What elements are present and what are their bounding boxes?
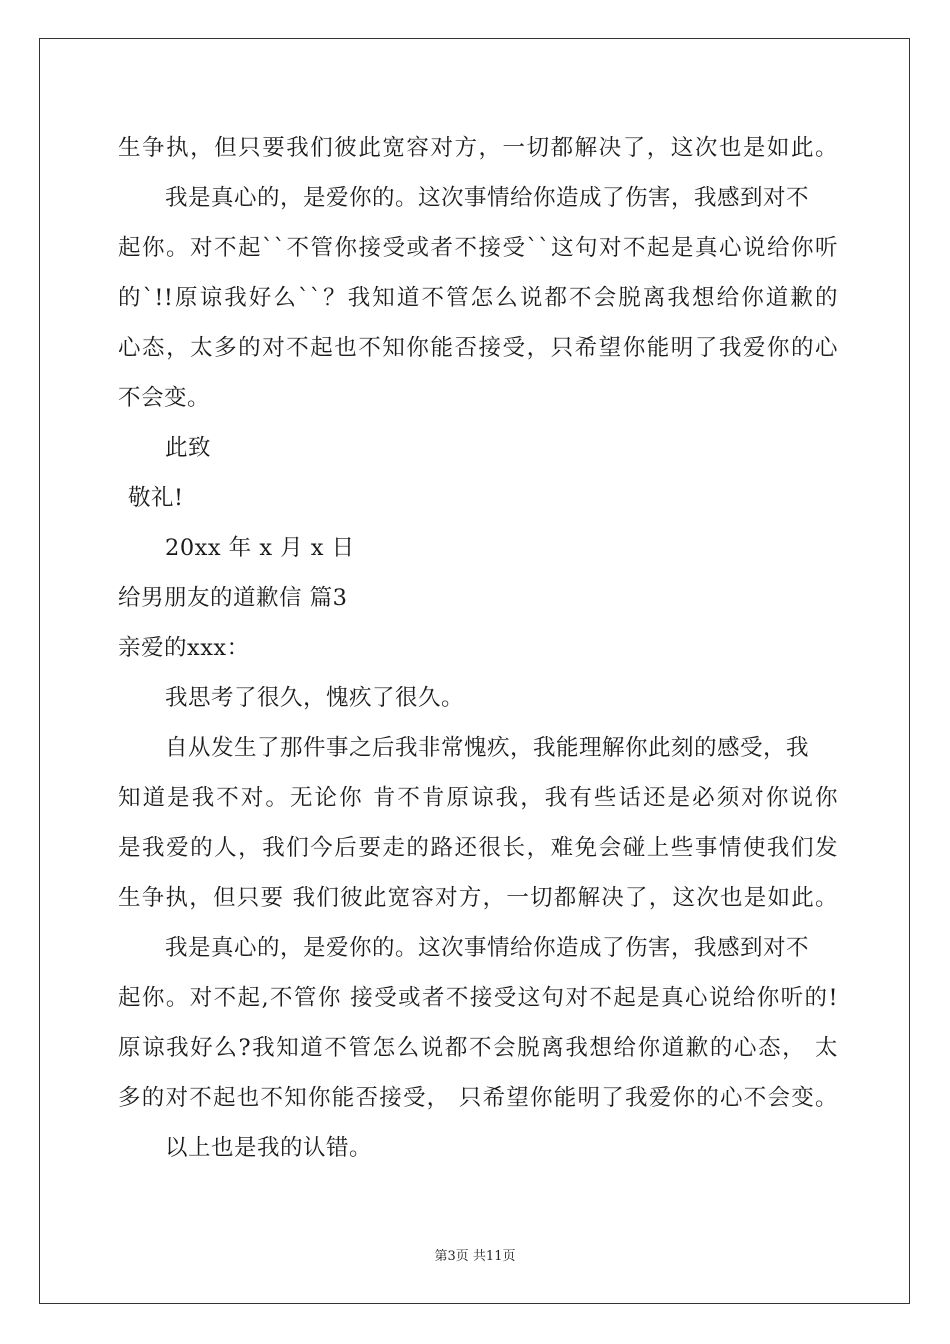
paragraph-line: 自从发生了那件事之后我非常愧疚，我能理解你此刻的感受，我 bbox=[165, 735, 810, 761]
letter-date: 20xx 年 x 月 x 日 bbox=[165, 535, 355, 561]
page-border bbox=[39, 38, 910, 1304]
paragraph-line: 以上也是我的认错。 bbox=[165, 1135, 373, 1161]
paragraph-line: 我思考了很久，愧疚了很久。 bbox=[165, 685, 465, 711]
paragraph-line: 心态，太多的对不起也不知你能否接受，只希望你能明了我爱你的心 bbox=[118, 335, 838, 361]
paragraph-line: 是我爱的人，我们今后要走的路还很长，难免会碰上些事情使我们发 bbox=[118, 835, 838, 861]
page-number-footer: 第3页 共11页 bbox=[434, 1249, 516, 1264]
section-heading: 给男朋友的道歉信 篇3 bbox=[118, 585, 348, 611]
paragraph-line: 原谅我好么?我知道不管怎么说都不会脱离我想给你道歉的心态， 太 bbox=[118, 1035, 838, 1061]
paragraph-line: 我是真心的，是爱你的。这次事情给你造成了伤害，我感到对不 bbox=[165, 185, 810, 211]
paragraph-line: 的`!!原谅我好么``？我知道不管怎么说都不会脱离我想给你道歉的 bbox=[118, 285, 838, 311]
paragraph-line: 生争执，但只要 我们彼此宽容对方，一切都解决了，这次也是如此。 bbox=[118, 885, 838, 911]
paragraph-line: 生争执，但只要我们彼此宽容对方，一切都解决了，这次也是如此。 bbox=[118, 135, 838, 161]
paragraph-line: 起你。对不起,不管你 接受或者不接受这句对不起是真心说给你听的! bbox=[118, 985, 838, 1011]
paragraph-line: 不会变。 bbox=[118, 385, 211, 411]
closing-regards: 敬礼! bbox=[128, 485, 184, 511]
paragraph-line: 起你。对不起``不管你接受或者不接受``这句对不起是真心说给你听 bbox=[118, 235, 838, 261]
paragraph-line: 多的对不起也不知你能否接受， 只希望你能明了我爱你的心不会变。 bbox=[118, 1085, 838, 1111]
paragraph-line: 知道是我不对。无论你 肯不肯原谅我，我有些话还是必须对你说你 bbox=[118, 785, 838, 811]
closing-salutation: 此致 bbox=[165, 435, 212, 461]
letter-greeting: 亲爱的xxx： bbox=[118, 635, 250, 661]
paragraph-line: 我是真心的，是爱你的。这次事情给你造成了伤害，我感到对不 bbox=[165, 935, 810, 961]
